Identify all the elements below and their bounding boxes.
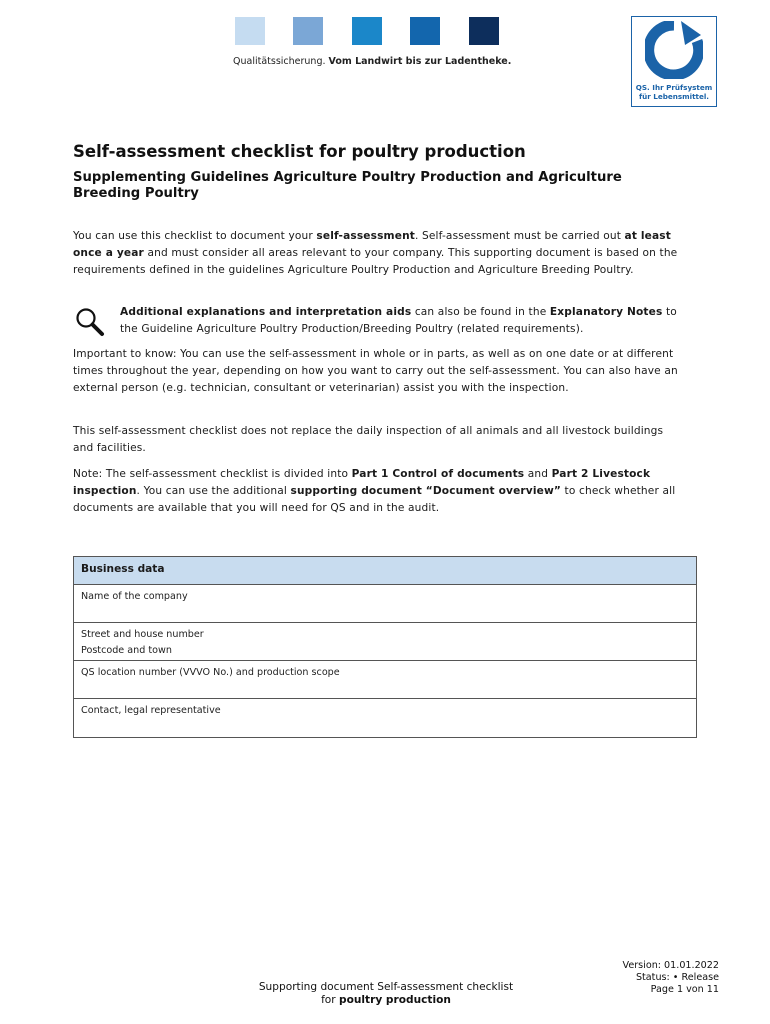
explanatory-bold-1: Additional explanations and interpretation aids	[120, 306, 412, 318]
explanatory-text-1: can also be found in the	[411, 306, 550, 318]
tagline-normal: Qualitätssicherung.	[233, 56, 329, 67]
footer-meta	[623, 960, 720, 996]
company-name-label: Name of the company	[81, 591, 188, 602]
footer-document-name	[196, 981, 576, 1007]
company-name-field[interactable]	[74, 585, 696, 623]
color-square-5	[469, 17, 499, 45]
contact-label: Contact, legal representative	[81, 705, 221, 716]
qs-location-label: QS location number (VVVO No.) and production scope	[81, 667, 340, 678]
street-label: Street and house number	[81, 629, 204, 640]
brand-color-squares	[235, 17, 499, 45]
intro-paragraph	[73, 228, 685, 279]
qs-logo	[631, 16, 717, 107]
note-text-4: to check whether all documents are available that you will need for QS and in the audit.	[73, 485, 676, 514]
footer-status: Status: • Release	[635, 972, 719, 983]
important-paragraph: Important to know: You can use the self-assessment in whole or in parts, as well as on one date or at different times throughout the year, depending on how you want to carry out the self-assessment. You can also have an external person (e.g. technician, consultant or veterinarian) assist you with the inspection.	[73, 348, 678, 394]
footer-line1: Supporting document Self-assessment checklist	[258, 981, 514, 993]
color-square-3	[352, 17, 382, 45]
note-bold-1: Part 1 Control of documents	[351, 468, 525, 480]
qs-logo-line2: für Lebensmittel.	[638, 92, 710, 101]
note-text-1: Note: The self-assessment checklist is divided into	[73, 468, 352, 480]
color-square-4	[410, 17, 440, 45]
note-bold-3: supporting document “Document overview”	[290, 485, 562, 497]
business-data-header: Business data	[74, 557, 696, 585]
footer-line2-normal: for	[321, 994, 339, 1006]
intro-text-3: and must consider all areas relevant to your company. This supporting document is based on the requirements defined in the guidelines Agriculture Poultry Production and Agriculture Breeding Poultry.	[73, 247, 678, 276]
business-data-table	[73, 556, 697, 738]
intro-text-2: . Self-assessment must be carried out	[414, 230, 625, 242]
color-square-1	[235, 17, 265, 45]
address-field[interactable]	[74, 623, 696, 661]
explanatory-note	[120, 304, 685, 338]
contact-field[interactable]	[74, 699, 696, 737]
qs-location-field[interactable]	[74, 661, 696, 699]
note-paragraph	[73, 466, 685, 517]
tagline-bold: Vom Landwirt bis zur Ladentheke.	[328, 56, 512, 67]
document-subtitle: Supplementing Guidelines Agriculture Poultry Production and Agriculture Breeding Poultry	[73, 170, 622, 201]
footer-version: Version: 01.01.2022	[622, 960, 719, 971]
footer-line2-bold: poultry production	[339, 994, 451, 1006]
footer-page-number: Page 1 von 11	[650, 984, 719, 995]
note-text-2: and	[524, 468, 552, 480]
qs-arrow-logo-icon	[645, 21, 703, 79]
postcode-label: Postcode and town	[81, 645, 172, 656]
color-square-2	[293, 17, 323, 45]
document-title: Self-assessment checklist for poultry production	[73, 142, 526, 161]
intro-bold-2: at least once a year	[73, 230, 671, 259]
footer-line2	[196, 994, 576, 1007]
magnifier-icon	[74, 307, 106, 337]
note-bold-2: Part 2 Livestock inspection	[73, 468, 651, 497]
qs-logo-line1: QS. Ihr Prüfsystem	[635, 83, 713, 92]
tagline	[233, 56, 511, 67]
note-text-3: . You can use the additional	[136, 485, 291, 497]
explanatory-text-2: to the Guideline Agriculture Poultry Production/Breeding Poultry (related requirements).	[120, 306, 677, 335]
intro-text-1: You can use this checklist to document your	[73, 230, 317, 242]
daily-inspection-paragraph: This self-assessment checklist does not replace the daily inspection of all animals and all livestock buildings and facilities.	[73, 425, 664, 454]
intro-bold-1: self-assessment	[316, 230, 415, 242]
explanatory-bold-2: Explanatory Notes	[549, 306, 663, 318]
